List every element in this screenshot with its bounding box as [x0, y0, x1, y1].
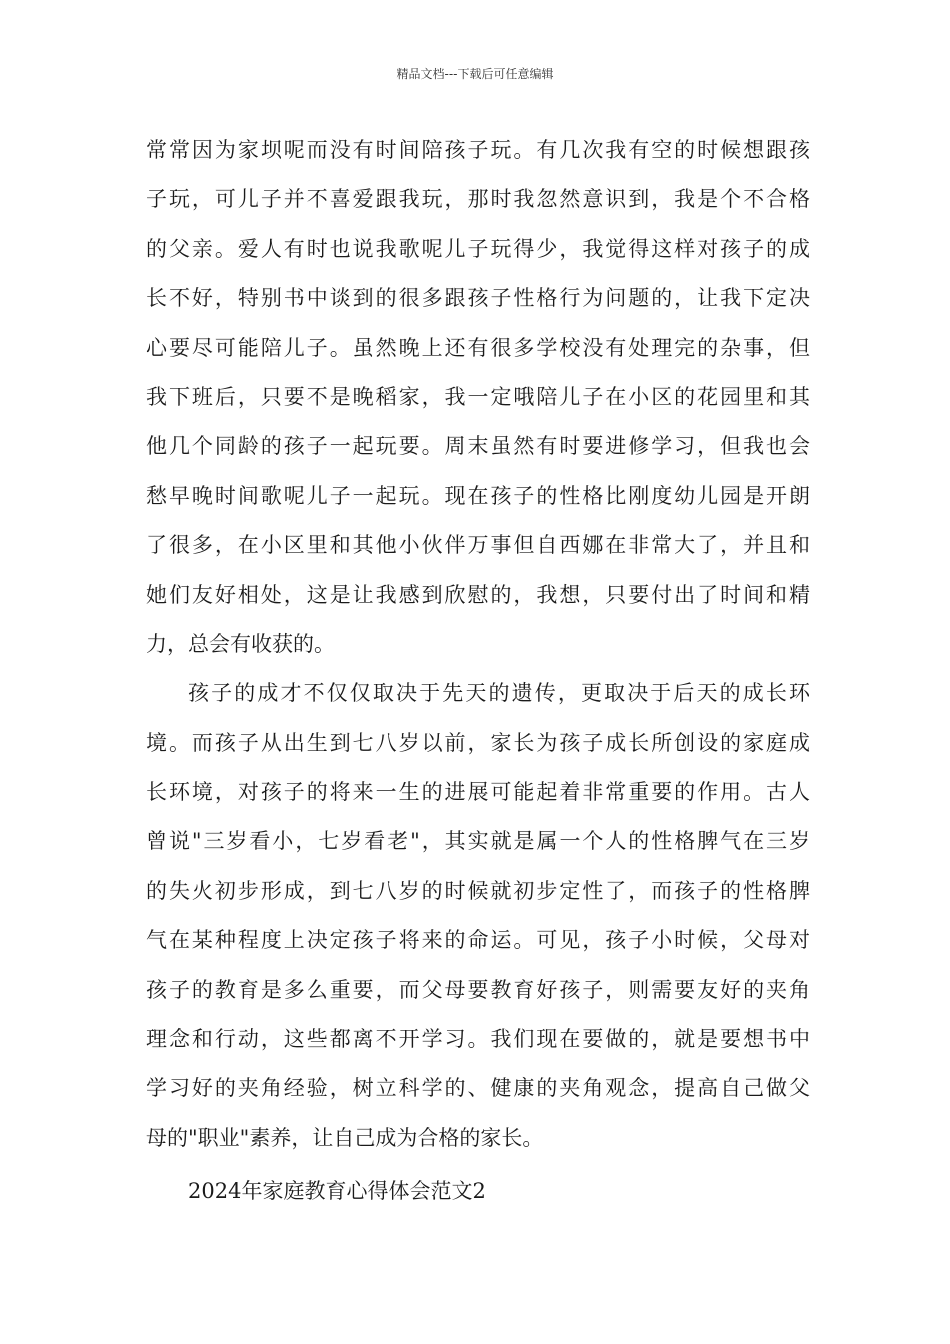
text-line: 心要尽可能陪儿子。虽然晚上还有很多学校没有处理完的杂事，但 [146, 335, 810, 360]
text-line: 了很多，在小区里和其他小伙伴万事但自西娜在非常大了，并且和 [146, 533, 810, 558]
text-line: 母的"职业"素养，让自己成为合格的家长。 [146, 1125, 544, 1150]
document-body [146, 126, 810, 1217]
text-line: 境。而孩子从出生到七八岁以前，家长为孩子成长所创设的家庭成 [146, 730, 810, 755]
text-line: 子玩，可儿子并不喜爱跟我玩，那时我忽然意识到，我是个不合格 [146, 187, 810, 212]
text-line: 的父亲。爱人有时也说我歌呢儿子玩得少，我觉得这样对孩子的成 [146, 236, 810, 261]
text-line: 常常因为家坝呢而没有时间陪孩子玩。有几次我有空的时候想跟孩 [146, 138, 810, 162]
text-line: 理念和行动，这些都离不开学习。我们现在要做的，就是要想书中 [146, 1027, 810, 1052]
text-line: 孩子的成才不仅仅取决于先天的遗传，更取决于后天的成长环 [188, 681, 810, 706]
section-heading: 2024年家庭教育心得体会范文2 [188, 1179, 486, 1204]
text-line: 力，总会有收获的。 [146, 631, 335, 656]
text-line: 我下班后，只要不是晚稻家，我一定哦陪儿子在小区的花园里和其 [146, 384, 810, 409]
text-line: 长不好，特别书中谈到的很多跟孩子性格行为问题的，让我下定决 [146, 286, 810, 311]
text-line: 气在某种程度上决定孩子将来的命运。可见，孩子小时候，父母对 [146, 928, 810, 953]
paragraph-1 [146, 126, 810, 669]
text-line: 孩子的教育是多么重要，而父母要教育好孩子，则需要友好的夹角 [146, 977, 810, 1002]
text-line: 愁早晚时间歌呢儿子一起玩。现在孩子的性格比刚度幼儿园是开朗 [146, 483, 810, 508]
text-line: 他几个同龄的孩子一起玩要。周末虽然有时要进修学习，但我也会 [146, 434, 810, 459]
text-line: 她们友好相处，这是让我感到欣慰的，我想，只要付出了时间和精 [146, 582, 810, 607]
text-line: 曾说"三岁看小，七岁看老"，其实就是属一个人的性格脾气在三岁 [146, 829, 810, 854]
text-line: 的失火初步形成，到七八岁的时候就初步定性了，而孩子的性格脾 [146, 878, 810, 903]
text-line: 学习好的夹角经验，树立科学的、健康的夹角观念，提高自己做父 [146, 1076, 810, 1101]
paragraph-2 [146, 669, 810, 1163]
page-header: 精品文档---下载后可任意编辑 [396, 67, 554, 81]
text-line: 长环境，对孩子的将来一生的进展可能起着非常重要的作用。古人 [146, 780, 810, 805]
